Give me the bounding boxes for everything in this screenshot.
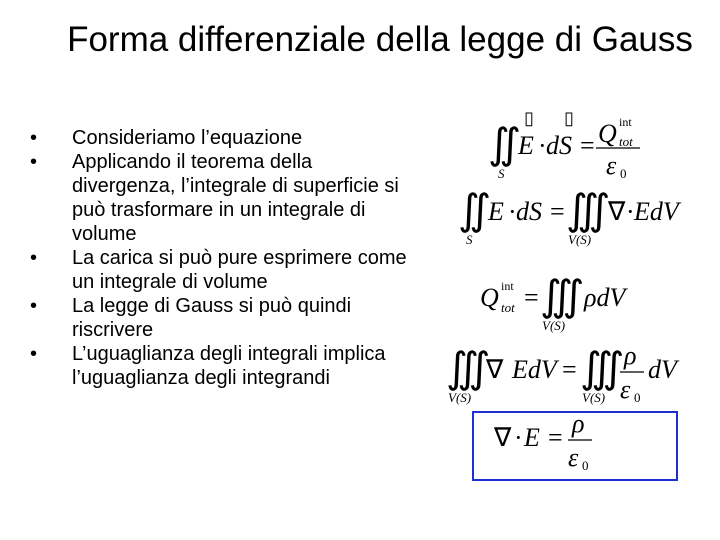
bullet-text: La carica si può pure esprimere come un integrale di volume <box>72 247 407 293</box>
nabla-operator: ∇ <box>608 197 626 226</box>
nabla-operator: ∇ <box>486 355 504 384</box>
integral-subscript: V(S) <box>582 390 606 405</box>
placeholder-glyph: ▯ <box>524 108 534 128</box>
bullet-marker: • <box>30 343 38 365</box>
bullet-list <box>24 126 414 390</box>
dot-operator: · <box>514 423 523 452</box>
rho: ρ <box>572 409 585 438</box>
bullet-item <box>24 126 414 150</box>
integral-subscript: S <box>466 232 473 247</box>
dot-operator: · <box>626 197 635 226</box>
vector-e: E <box>524 423 540 452</box>
dot-operator: · <box>538 131 547 160</box>
vector-e: E <box>518 131 534 160</box>
slide-title: Forma differenziale della legge di Gauss <box>67 20 693 59</box>
integrand: ρdV <box>584 283 626 312</box>
bullet-text: Consideriamo l’equazione <box>72 127 303 149</box>
equals-sign: = <box>580 131 595 160</box>
epsilon-subscript: 0 <box>634 390 641 405</box>
epsilon-subscript: 0 <box>582 458 589 473</box>
surface-integral-symbol: ∬ <box>488 122 522 168</box>
vector-e: E <box>488 197 504 226</box>
epsilon: ε <box>606 151 617 180</box>
bullet-marker: • <box>30 247 38 269</box>
integral-subscript: V(S) <box>448 390 472 405</box>
integral-subscript: V(S) <box>568 232 592 247</box>
charge-subscript: tot <box>619 134 633 149</box>
equation-divergence-theorem <box>458 184 678 250</box>
volume-integral-symbol: ∭ <box>566 188 611 234</box>
volume-integral-symbol: ∭ <box>580 346 625 392</box>
bullet-item <box>24 150 414 246</box>
epsilon: ε <box>620 375 631 404</box>
bullet-marker: • <box>30 151 38 173</box>
integral-subscript: V(S) <box>542 318 566 333</box>
bullet-marker: • <box>30 127 38 149</box>
equals-sign: = <box>548 423 563 452</box>
charge-subscript: tot <box>501 300 515 315</box>
integral-subscript: S <box>498 166 505 181</box>
nabla-operator: ∇ <box>494 423 512 452</box>
equation-gauss-integral <box>488 106 648 182</box>
bullet-text: Applicando il teorema della divergenza, l’integrale di superficie si può trasformare in un integrale di volume <box>72 151 399 245</box>
dot-operator: · <box>508 197 517 226</box>
charge-superscript: int <box>501 279 514 293</box>
equation-gauss-differential <box>494 408 614 478</box>
equation-gauss-volume <box>446 340 686 410</box>
equals-sign: = <box>562 355 577 384</box>
volume-integral-symbol: ∭ <box>540 274 585 320</box>
placeholder-glyph: ▯ <box>564 108 574 128</box>
equals-sign: = <box>550 197 565 226</box>
rho: ρ <box>624 341 637 370</box>
bullet-text: L’uguaglianza degli integrali implica l’uguaglianza degli integrandi <box>72 343 386 389</box>
epsilon: ε <box>568 443 579 472</box>
bullet-item <box>24 294 414 342</box>
surface-integral-symbol: ∬ <box>458 188 492 234</box>
integrand: EdV <box>512 355 557 384</box>
bullet-item <box>24 246 414 294</box>
volume-element: dV <box>648 355 677 384</box>
equals-sign: = <box>524 283 539 312</box>
vector-ds: dS <box>546 131 572 160</box>
charge-superscript: int <box>619 115 632 129</box>
epsilon-subscript: 0 <box>620 166 627 181</box>
charge-q: Q <box>598 119 617 148</box>
integrand: EdV <box>634 197 679 226</box>
vector-ds: dS <box>516 197 542 226</box>
volume-integral-symbol: ∭ <box>446 346 491 392</box>
bullet-text: La legge di Gauss si può quindi riscrivere <box>72 295 352 341</box>
bullet-marker: • <box>30 295 38 317</box>
equation-charge-volume <box>480 272 640 334</box>
bullet-item <box>24 342 414 390</box>
charge-q: Q <box>480 283 499 312</box>
